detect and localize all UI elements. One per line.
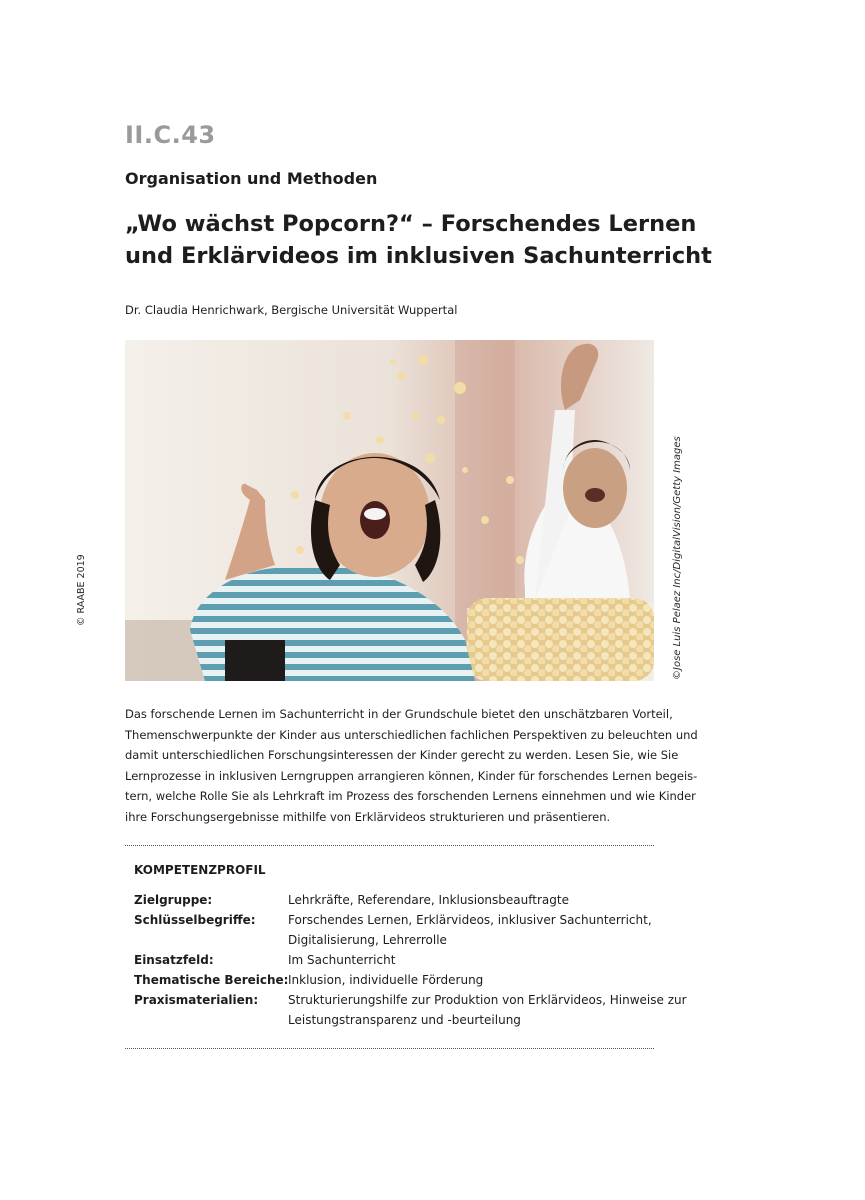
profile-label: Schlüsselbegriffe:: [134, 913, 256, 927]
intro-line: Lernprozesse in inklusiven Lerngruppen arrangieren können, Kinder für forschendes Lernen begeis-: [125, 768, 698, 783]
title-line: und Erklärvideos im inklusiven Sachunterricht: [125, 243, 712, 269]
kompetenzprofil-heading: KOMPETENZPROFIL: [134, 863, 266, 877]
section-heading: Organisation und Methoden: [125, 169, 378, 188]
document-title: [125, 208, 712, 272]
profile-value: Im Sachunterricht: [288, 953, 396, 967]
profile-value: Inklusion, individuelle Förderung: [288, 973, 484, 987]
intro-line: ihre Forschungsergebnisse mithilfe von Erklärvideos strukturieren und präsentieren.: [125, 809, 611, 824]
intro-paragraph: [125, 704, 698, 827]
profile-value: Strukturierungshilfe zur Produktion von Erklärvideos, Hinweise zur Leistungstransparenz und -beurteilung: [288, 993, 687, 1027]
intro-line: Themenschwerpunkte der Kinder aus unterschiedlichen fachlichen Perspektiven zu beleuchten und: [125, 727, 698, 742]
intro-line: tern, welche Rolle Sie als Lehrkraft im Prozess des forschenden Lernens einnehmen und wie Kinder: [125, 789, 696, 803]
title-line: „Wo wächst Popcorn?“ – Forschendes Lernen: [125, 211, 697, 237]
intro-line: damit unterschiedlichen Forschungsinteressen der Kinder gerecht zu werden. Lesen Sie, wie Sie: [125, 748, 679, 762]
dotted-divider-bottom: [125, 1048, 654, 1049]
profile-value: Lehrkräfte, Referendare, Inklusionsbeauftragte: [288, 893, 569, 907]
profile-label: Praxismaterialien:: [134, 993, 259, 1007]
profile-value: Forschendes Lernen, Erklärvideos, inklusiver Sachunterricht, Digitalisierung, Lehrerrolle: [288, 913, 652, 947]
intro-line: Das forschende Lernen im Sachunterricht in der Grundschule bietet den unschätzbaren Vorteil,: [125, 707, 673, 721]
profile-label: Zielgruppe:: [134, 893, 213, 907]
cover-photo: [125, 340, 654, 681]
author-line: Dr. Claudia Henrichwark, Bergische Universität Wuppertal: [125, 303, 458, 317]
dotted-divider-top: [125, 845, 654, 846]
profile-label: Einsatzfeld:: [134, 953, 214, 967]
profile-label: Thematische Bereiche:: [134, 973, 289, 987]
unit-code: II.C.43: [125, 121, 216, 149]
